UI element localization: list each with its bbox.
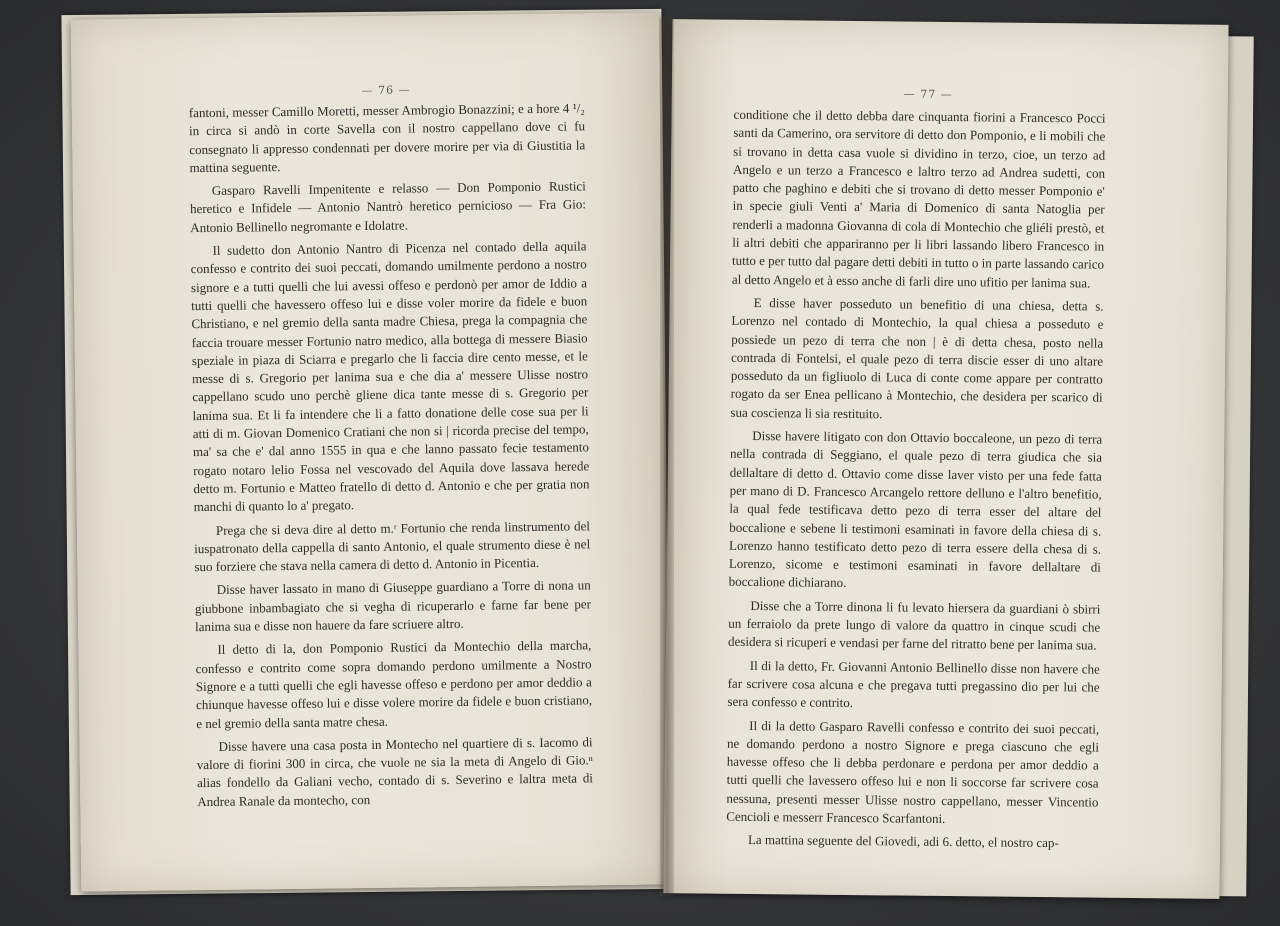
- paragraph: Il sudetto don Antonio Nantro di Picenza nel contado della aquila confesso e contrito dei suoi peccati, domando umilmente perdono a nostro signore e a tutti quelli che lui avessi offeso e perdonò per amor de Iddio a tutti quelli che havessero offeso lui e disse voler morire da fidele e buon Christiano, e nel gremio della santa madre Chiesa, prega la compagnia che faccia trouare messer Fortunio natro medico, alla bottega di messere Biasio speziale in piaza di Sciarra e pregarlo che li faccia dire cento messe, et le messe di s. Gregorio per lanima sua e che dia a' messere Ulisse nostro cappellano scudo uno perchè gliene dica tante messe di s. Gregorio per lanima sua. Et li fa intendere che li a fatto donatione delle cose sua per li atti di m. Giovan Domenico Cratiani che non si | ricorda precise del tempo, ma' sa che e' dal anno 1555 in qua e che lanno passato fecie testamento rogato notaro lelio Fossa nel vescovado del Aquila dove lassava herede detto m. Fortunio e Matteo fratello di detto d. Antonio e che per gratia non manchi di quanto lo a' pregato.: [190, 238, 590, 515]
- paragraph: conditione che il detto debba dare cinquanta fiorini a Francesco Pocci santi da Camerino, ora servitore di detto don Pomponio, e li mobili che si trovano in detta casa vuole si dividino in terzo, cioe, un terzo ad Angelo e un terzo a Francesco e laltro terzo ad Andrea sudetti, con patto che paghino e debiti che si trovano di detto messer Pomponio e' in specie giuli Venti a' Maria di Domenico di santa Natoglia per renderli a madonna Giovanna di cola di Montechio che gliéli prestò, et li altri debiti che appariranno per li libri lassando libero Francesco in tutto e per tutto dal pagare detti debiti in tutto o in parte lassando carico al detto Angelo et à esso anche di farli dire uno ufitio per lanima sua.: [731, 106, 1106, 291]
- left-page: [71, 12, 670, 891]
- paragraph: Disse haver lassato in mano di Giuseppe guardiano a Torre di nona un giubbone inbambagiato che si vegha di ricuperarlo e farne far bene per lanima sua e disse non hauere da fare scriuere altro.: [194, 577, 591, 635]
- paragraph: Disse havere litigato con don Ottavio boccaleone, un pezo di terra nella contrada di Seggiano, el quale pezo di terra giudica che sia dellaltare di detto d. Ottavio come disse laver visto per una fede fatta per mano di D. Francesco Arcangelo rettore delluno e l'altro benefitio, la qual fede testificava detto pezo di terra esser del altare del boccalione e sebene li testimoni esaminati in favore della chiesa di s. Lorenzo hanno testificato detto pezo di terra essere della chesa di s. Lorenzo, sicome e testimoni esaminati in favore dellaltare di boccalione dichiarano.: [728, 428, 1103, 591]
- page-number-right: — 77 —: [903, 87, 953, 102]
- paragraph: fantoni, messer Camillo Moretti, messer Ambrogio Bonazzini; e a hore 4 ¹/₂ in circa si andò in corte Savella con il nostro cappellano dove ci fu consegnato li appresso condennati per dovere morire per via di Giustitia la mattina seguente.: [188, 100, 586, 176]
- paragraph: Disse che a Torre dinona li fu levato hiersera da guardiani ò sbirri un ferraiolo da prete lungo di valore da quattro in cinque scudi che desidera si ricuperi e vendasi per farne del ritratto bene per lanima sua.: [727, 597, 1101, 653]
- paragraph: Il detto di la, don Pomponio Rustici da Montechio della marcha, confesso e contrito come sopra domando perdono umilmente a Nostro Signore e a tutti quelli che egli havesse offeso e perdono per amor deddio a chiunque havesse offeso lui e disse volere morire da fidele e buon cristiano, e nel gremio della santa matre chesa.: [195, 637, 593, 731]
- right-page: [663, 19, 1228, 899]
- paragraph: E disse haver posseduto un benefitio di una chiesa, detta s. Lorenzo nel contado di Montechio, la qual chiesa a posseduto e possiede un pezo di terra che non | è di detta chesa, posto nella contrada di Fontelsi, el quale pezo di terra discie esser di uno altare posseduto da un figliuolo di Luca di conte come appare per contratto rogato da ser Enea pellicano à Montechio, che desidera per scarico di sua coscienza li sia restituito.: [730, 294, 1104, 422]
- paragraph: Disse havere una casa posta in Montecho nel quartiere di s. Iacomo di valore di fiorini 300 in circa, che vuole ne sia la meta di Angelo di Gio.ⁿ alias fondello da Galiani vecho, contado di s. Severino e laltra meta di Andrea Ranale da montecho, con: [196, 734, 594, 809]
- paragraph: Il di la detto Gasparo Ravelli confesso e contrito dei suoi peccati, ne domando perdono a nostro Signore e prega ciascuno che egli havesse offeso che li debba perdonare e perdona per amor deddio a tutti quelli che lavessero offeso lui e non li soccorse far scrivere cosa nessuna, presenti messer Ulisse nostro cappellano, messer Vincentio Cencioli e messerr Francesco Scarfantoni.: [726, 717, 1100, 826]
- page-number-left: — 76 —: [361, 83, 411, 98]
- paragraph: Prega che si deva dire al detto m.ʳ Fortunio che renda linstrumento del iuspatronato della cappella di santo Antonio, el quale strumento diese è nel suo forziere che stava nella camera di detto d. Antonio in Picentia.: [194, 517, 591, 575]
- paragraph: Il di la detto, Fr. Giovanni Antonio Bellinello disse non havere che far scrivere cosa alcuna e che pregava tutti pregassino dio per lui che sera confesso e contrito.: [727, 657, 1100, 711]
- right-page-text: [726, 106, 1106, 858]
- paragraph: La mattina seguente del Giovedi, adi 6. detto, el nostro cap-: [747, 832, 1059, 851]
- book-gutter: [660, 18, 674, 896]
- left-page-text: [189, 99, 594, 816]
- paragraph: Gasparo Ravelli Impenitente e relasso — Don Pomponio Rustici heretico e Infidele — Antonio Nantrò heretico pernicioso — Fra Gio: Antonio Bellinello negromante e Idolatre.: [189, 178, 587, 235]
